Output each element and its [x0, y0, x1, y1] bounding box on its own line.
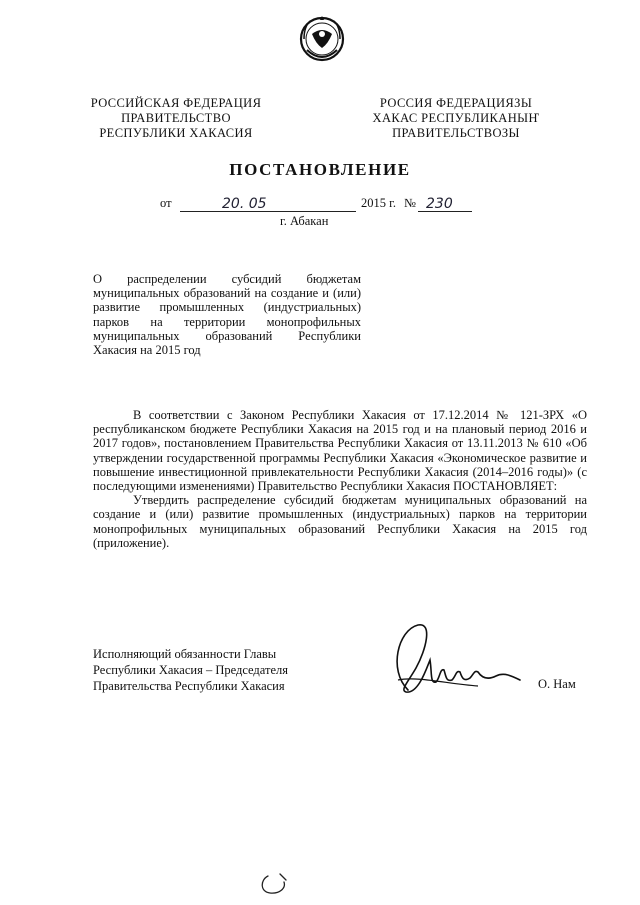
date-line — [160, 196, 490, 214]
signer-position-line-1: Исполняющий обязанности Главы — [93, 647, 277, 661]
signer-position-line-3: Правительства Республики Хакасия — [93, 679, 285, 693]
date-underline — [180, 211, 356, 212]
header-right — [360, 96, 552, 141]
header-right-line-3: ПРАВИТЕЛЬСТВОЗЫ — [392, 126, 520, 140]
signer-position — [93, 646, 288, 694]
handwritten-mark — [258, 872, 294, 896]
date-prefix: от — [160, 196, 172, 210]
header-right-line-2: ХАКАС РЕСПУБЛИКАНЫҤ — [372, 111, 540, 125]
header-right-line-1: РОССИЯ ФЕДЕРАЦИЯЗЫ — [379, 96, 533, 110]
number-handwritten: 230 — [426, 196, 453, 212]
document-title: ПОСТАНОВЛЕНИЕ — [229, 160, 411, 179]
coat-of-arms-icon — [299, 12, 345, 66]
body-text — [93, 408, 587, 550]
date-year: 2015 г. — [361, 196, 396, 210]
header-left-line-2: ПРАВИТЕЛЬСТВО — [121, 111, 231, 125]
number-sign: № — [404, 196, 416, 210]
body-paragraph-1: В соответствии с Законом Республики Хакасия от 17.12.2014 № 121-ЗРХ «О республиканском бюджете Республики Хакасия на 2015 год и на плановый период 2016 и 2017 годов», постановлением Правительства Республики Хакасия от 13.11.2013 № 610 «Об утверждении государственной программы Республики Хакасия «Экономическое развитие и повышение инвестиционной привлекательности Республики Хакасия (2014–2016 годы)» (с последующими изменениями) Правительство Республики Хакасия ПОСТАНОВЛЯЕТ: — [93, 408, 587, 494]
handwritten-signature — [378, 620, 528, 698]
signer-position-line-2: Республики Хакасия – Председателя — [93, 663, 289, 677]
header-left-line-3: РЕСПУБЛИКИ ХАКАСИЯ — [99, 126, 253, 140]
header-left — [82, 96, 270, 141]
city: г. Абакан — [280, 214, 329, 228]
subject: О распределении субсидий бюджетам муниципальных образований на создание и (или) развитие промышленных (индустриальных) парков на территории монопрофильных муниципальных образований Республики Хакасия на 2015 год — [93, 272, 361, 358]
header-left-line-1: РОССИЙСКАЯ ФЕДЕРАЦИЯ — [90, 96, 262, 110]
body-paragraph-2: Утвердить распределение субсидий бюджетам муниципальных образований на создание и (или) развитие промышленных (индустриальных) парков на территории монопрофильных муниципальных образований Республики Хакасия на 2015 год (приложение). — [93, 493, 587, 550]
signer-name: О. Нам — [538, 677, 576, 691]
date-handwritten: 20. 05 — [222, 196, 267, 212]
